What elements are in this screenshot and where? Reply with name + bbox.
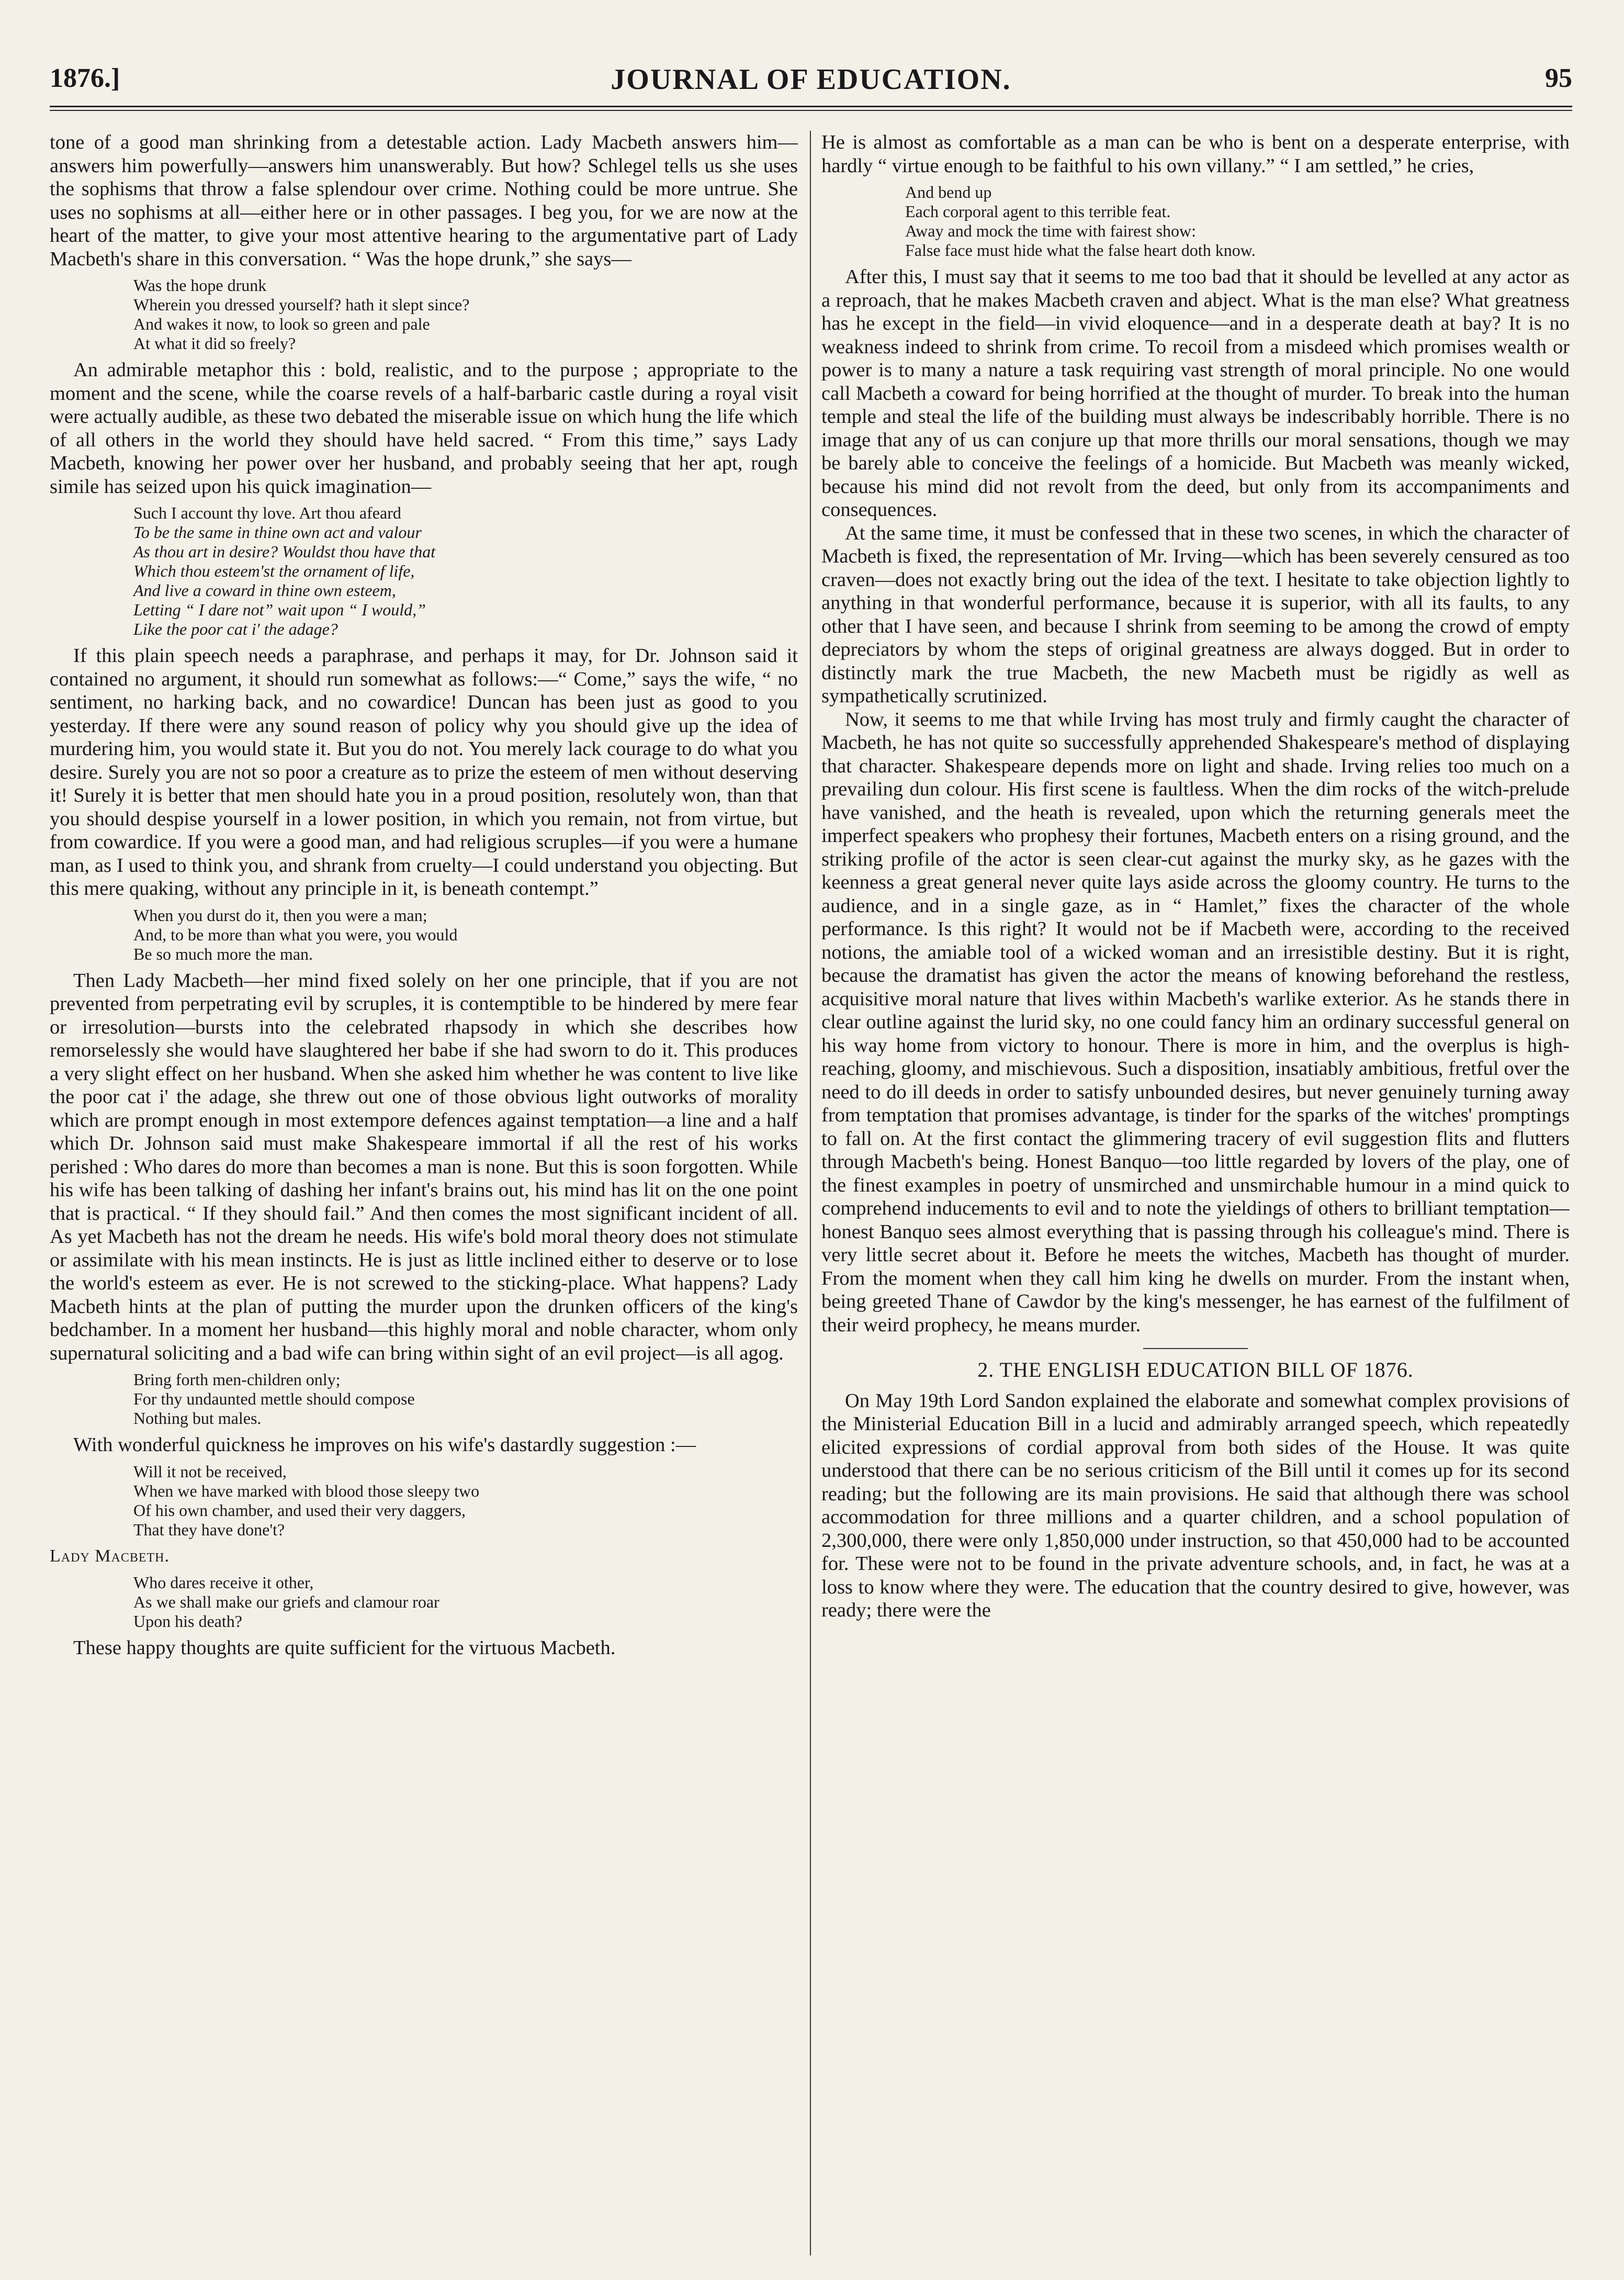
verse-line: Letting “ I dare not” wait upon “ I would,” xyxy=(133,600,426,619)
verse-line: Such I account thy love. Art thou afeard xyxy=(133,503,401,522)
verse-line: When we have marked with blood those sleepy two xyxy=(133,1481,480,1500)
column-divider xyxy=(810,131,811,2255)
paragraph: Now, it seems to me that while Irving has most truly and firmly caught the character of Macbeth, he has not quite so successfully apprehended Shakespeare's method of displaying that character. Shakespeare depends more on light and shade. Irving relies too much on a prevailing dun colour. His first scene is faultless. When the dim rocks of the witch-prelude have vanished, and the heath is revealed, upon which the returning generals meet the imperfect speakers who prophesy their fortunes, Macbeth enters on a rising ground, and the striking profile of the actor is seen clear-cut against the murky sky, as he gazes with the keenness a great general never quite lays aside across the gloomy country. He turns to the audience, and in a single gaze, as in “ Hamlet,” fixes the character of the whole performance. Is this right? It would not be if Macbeth were, according to the received notions, the amiable tool of a wicked woman and an irresistible destiny. But it is right, because the dramatist has given the actor the means of knowing beforehand the restless, acquisitive moral nature that lives within Macbeth's warlike exterior. As he stands there in clear outline against the lurid sky, no one could fancy him an ordinary successful general on his way home from victory to honour. There is more in him, and the overplus is high-reaching, gloomy, and mischievous. Such a disposition, insatiably ambitious, fretful over the need to do ill deeds in order to satisfy unbounded desires, but never genuinely turning away from temptation that promises advantage, is tinder for the sparks of the witches' promptings to fall on. At the first contact the glimmering tracery of evil suggestion flits and flutters through Macbeth's being. Honest Banquo—too little regarded by lovers of the play, one of the finest examples in poetry of unsmirched and unsmirchable humour in a mind quick to comprehend inducements to evil and to note the yieldings of others to brilliant temptation—honest Banquo sees almost everything that is passing through his colleague's mind. There is very little secret about it. Before he meets the witches, Macbeth has thought of murder. From the moment when they call him king he dwells on murder. From the instant when, being greeted Thane of Cawdor by the king's messenger, he has earnest of the fulfilment of their weird prophecy, he means murder. xyxy=(821,708,1570,1336)
verse-line: And wakes it now, to look so green and pale xyxy=(133,315,430,333)
verse-line: That they have done't? xyxy=(133,1520,285,1539)
paragraph: After this, I must say that it seems to me too bad that it should be levelled at any actor as a reproach, that he makes Macbeth craven and abject. What is the man else? What greatness has he except in the field—in vivid eloquence—and in a desperate death at bay? It is no weakness indeed to shrink from crime. To recoil from a misdeed which promises wealth or power is to many a nature a task requiring vast strength of moral principle. No one would call Macbeth a coward for being horrified at the thought of murder. To break into the human temple and steal the life of the building must always be indescribably horrible. There is no image that any of us can conjure up that more thrills our moral sensations, though we may be barely able to conceive the feelings of a homicide. But Macbeth was meanly wicked, because his mind did not revolt from the deed, but only from its accompaniments and consequences. xyxy=(821,266,1570,521)
verse-line: At what it did so freely? xyxy=(133,334,296,353)
verse-line: Upon his death? xyxy=(133,1612,242,1631)
header-year: 1876.] xyxy=(50,63,120,93)
verse-line: Like the poor cat i' the adage? xyxy=(133,620,338,638)
paragraph: These happy thoughts are quite sufficient for the virtuous Macbeth. xyxy=(73,1637,616,1659)
speaker-name: Lady Macbeth. xyxy=(50,1546,170,1566)
right-column xyxy=(821,131,1570,2250)
verse-line: Bring forth men-children only; xyxy=(133,1370,341,1389)
paragraph: He is almost as comfortable as a man can be who is bent on a desperate enterprise, with hardly “ virtue enough to be faithful to his own villany.” “ I am settled,” he cries, xyxy=(821,131,1570,177)
verse-line: Will it not be received, xyxy=(133,1462,287,1481)
verse-line: Wherein you dressed yourself? hath it slept since? xyxy=(133,295,470,314)
verse-quote xyxy=(133,1462,798,1540)
verse-quote xyxy=(133,1370,798,1428)
page-number: 95 xyxy=(1545,63,1572,93)
verse-line: And, to be more than what you were, you would xyxy=(133,925,458,944)
verse-line: For thy undaunted mettle should compose xyxy=(133,1389,415,1408)
paragraph: Then Lady Macbeth—her mind fixed solely on her one principle, that if you are not prevented from perpetrating evil by scruples, it is contemptible to be hindered by mere fear or irresolution—bursts into the celebrated rhapsody in which she describes how remorselessly she would have slaughtered her babe if she had sworn to do it. This produces a very slight effect on her husband. When she asked him whether he was content to live like the poor cat i' the adage, she threw out one of those obvious light outworks of morality which are prompt enough in most extempore defences against temptation—a line and a half which Dr. Johnson said must make Shakespeare immortal if all the rest of his works perished : Who dares do more than becomes a man is none. But this is soon forgotten. While his wife has been talking of dashing her infant's brains out, his mind has lit on the one point that is practical. “ If they should fail.” And then comes the most significant incident of all. As yet Macbeth has not the dream he needs. His wife's bold moral theory does not stimulate or assimilate with his mean instincts. He is just as little inclined either to deserve or to lose the world's esteem as ever. He is not screwed to the sticking-place. What happens? Lady Macbeth hints at the plan of putting the murder upon the drunken officers of the king's bedchamber. In a moment her husband—this highly moral and noble character, whom only supernatural soliciting and a bad wife can bring within sight of an evil project—is all agog. xyxy=(50,969,798,1364)
paragraph: If this plain speech needs a paraphrase, and perhaps it may, for Dr. Johnson said it contained no argument, it should run somewhat as follows:—“ Come,” says the wife, “ no sentiment, no harking back, and no cowardice! Duncan has been just as good to you yesterday. If there were any sound reason of policy why you should give up the idea of murdering him, you would state it. But you do not. You merely lack courage to do what you desire. Surely you are not so poor a creature as to prize the esteem of men without deserving it! Surely it is better that men should hate you in a proud position, resolutely won, than that you should despise yourself in a lower position, in which you remain, not from virtue, but from cowardice. If you were a good man, and had religious scruples—if you were a humane man, as I used to think you, and shrank from cruelty—I could understand you objecting. But this mere quaking, without any principle in it, is beneath contempt.” xyxy=(50,645,798,900)
paragraph: On May 19th Lord Sandon explained the elaborate and somewhat complex provisions of the Ministerial Education Bill in a lucid and admirably arranged speech, which repeatedly elicited expressions of cordial approval from both sides of the House. It was quite understood that there can be no serious criticism of the Bill until it comes up for its second reading; but the following are its main provisions. He said that although there was school accommodation for three millions and a quarter children, and a school population of 2,300,000, there were only 1,850,000 under instruction, so that 450,000 had to be accounted for. These were not to be found in the private adventure schools, and, in fact, he was at a loss to know where they were. The education that the country desired to give, however, was ready; there were the xyxy=(821,1389,1570,1621)
verse-quote xyxy=(133,1573,798,1631)
verse-line: Nothing but males. xyxy=(133,1409,262,1428)
verse-line: Of his own chamber, and used their very daggers, xyxy=(133,1500,466,1520)
verse-line: To be the same in thine own act and valour xyxy=(133,523,422,542)
verse-line: And bend up xyxy=(905,183,992,201)
journal-title: JOURNAL OF EDUCATION. xyxy=(611,63,1011,96)
section-title: 2. THE ENGLISH EDUCATION BILL OF 1876. xyxy=(977,1358,1414,1382)
left-column xyxy=(50,131,798,2250)
verse-line: As thou art in desire? Wouldst thou have that xyxy=(133,542,436,561)
verse-quote xyxy=(133,503,798,639)
paragraph: An admirable metaphor this : bold, realistic, and to the purpose ; appropriate to the moment and the scene, while the coarse revels of a half-barbaric castle during a royal visit were actually audible, as these two debated the miserable issue on which hung the life which of all others in the world they should have held sacred. “ From this time,” says Lady Macbeth, knowing her power over her husband, and probably seeing that her apt, rough simile has seized upon his quick imagination— xyxy=(50,359,798,498)
header-rule-double xyxy=(50,110,1572,111)
paragraph: At the same time, it must be confessed that in these two scenes, in which the character of Macbeth is fixed, the representation of Mr. Irving—which has been severely censured as too craven—does not exactly bring out the idea of the text. I hesitate to take objection lightly to anything in that wonderful performance, because it is superior, with all its faults, to any other that I have seen, and because I shrink from seeming to be among the crowd of empty depreciators by whom the steps of original greatness are always dogged. But in order to distinctly mark the true Macbeth, the new Macbeth must be rigidly as well as sympathetically scrutinized. xyxy=(821,522,1570,707)
header-rule xyxy=(50,106,1572,107)
verse-quote xyxy=(133,906,798,964)
section-rule xyxy=(1143,1348,1248,1349)
verse-line: False face must hide what the false heart doth know. xyxy=(905,241,1256,260)
verse-line: Who dares receive it other, xyxy=(133,1573,314,1592)
verse-line: Which thou esteem'st the ornament of life, xyxy=(133,561,415,580)
verse-line: Each corporal agent to this terrible feat. xyxy=(905,202,1171,221)
verse-line: Was the hope drunk xyxy=(133,276,267,295)
verse-line: As we shall make our griefs and clamour roar xyxy=(133,1592,439,1611)
verse-quote xyxy=(133,276,798,353)
verse-line: Away and mock the time with fairest show: xyxy=(905,221,1197,240)
verse-line: Be so much more the man. xyxy=(133,944,313,963)
verse-line: When you durst do it, then you were a man; xyxy=(133,905,427,925)
verse-line: And live a coward in thine own esteem, xyxy=(133,581,396,600)
paragraph: With wonderful quickness he improves on his wife's dastardly suggestion :— xyxy=(73,1434,696,1456)
page-header xyxy=(50,58,1572,110)
verse-quote xyxy=(905,183,1570,260)
paragraph: tone of a good man shrinking from a detestable action. Lady Macbeth answers him—answers him powerfully—answers him unanswerably. But how? Schlegel tells us she uses the sophisms that throw a false splendour over crime. Nothing could be more untrue. She uses no sophisms at all—either here or in other passages. I beg you, for we are now at the heart of the matter, to give your most attentive hearing to the argumentative part of Lady Macbeth's share in this conversation. “ Was the hope drunk,” she says— xyxy=(50,131,798,270)
